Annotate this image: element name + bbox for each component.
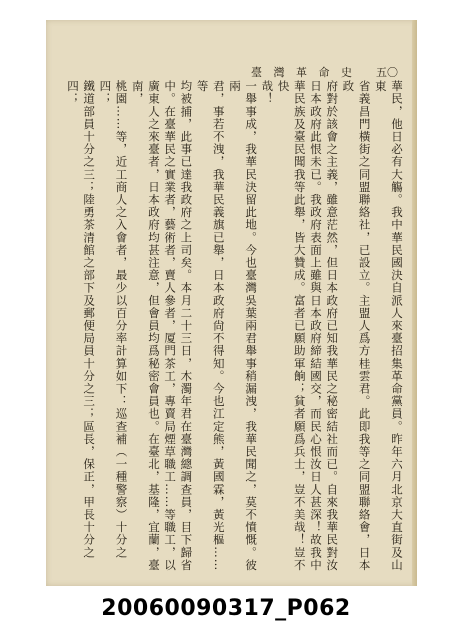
text-column: 君，事若不洩，我華民義旗已舉，日本政府尙不得知。今也江定熊，黃國霖，黃光樞……等 [195,80,226,572]
book-page [46,20,417,586]
text-column: 華民族及臺民聞我等此舉，皆大贊成。富者已願助軍餉；貧者願爲兵士，豈不美哉！豈不快 [276,80,307,572]
image-id-caption: 20060090317_P062 [101,596,351,621]
text-column: 一舉事成，我華民決留此地。今也臺灣吳葉兩君舉事稍漏洩，我華民聞之，莫不憤慨。彼兩 [227,80,259,572]
text-column: 均被捕，此事已達我政府之上司矣。本月二十三日，木濁年君在臺灣總調查員，目下歸省 [179,80,194,572]
text-column: 府對於該會之主義，雖意茫然，但日本政府已知我華民之秘密結社而已。自來我華民對汝 [325,80,340,572]
running-title: 臺 灣 革 命 史 [251,66,356,79]
text-column: 廣東人之來臺者，日本政府均甚注意，但會員均爲秘密會員也。在臺北，基隆，宜蘭，臺南， [130,80,161,572]
text-column: 日本政府此恨未已。我政府表面上雖與日本政府締結國交，而民心恨汝日人甚深！故我中 [308,80,323,572]
page-number: 五〇 [376,66,398,79]
text-column: 省義昌門橫街之同盟聯絡社，已設立。主盟人爲方桂雲君。此即我等之同盟聯絡會，日本政 [341,80,372,572]
vertical-body-text [47,80,405,575]
text-column: 華民，他日必有大觴。我中華民國決自派人來臺招集革命黨員。昨年六月北京大直街及山東 [373,80,404,572]
text-column: 哉！ [260,80,275,106]
text-column: 中。在臺華民之實業者，藝術者，賣人參者，厦門茶工，專賣局煙草職工……等職工，以 [163,80,178,572]
text-column: 鐵道部員十分之三；陸勇茶清館之部下及郵便局員十分之三；區長，保正，甲長十分之四； [65,80,97,559]
text-column: 桃園……等，近工商人之入會者，最少以百分率計算如下：巡查補（一種警察）十分之四； [98,80,129,559]
